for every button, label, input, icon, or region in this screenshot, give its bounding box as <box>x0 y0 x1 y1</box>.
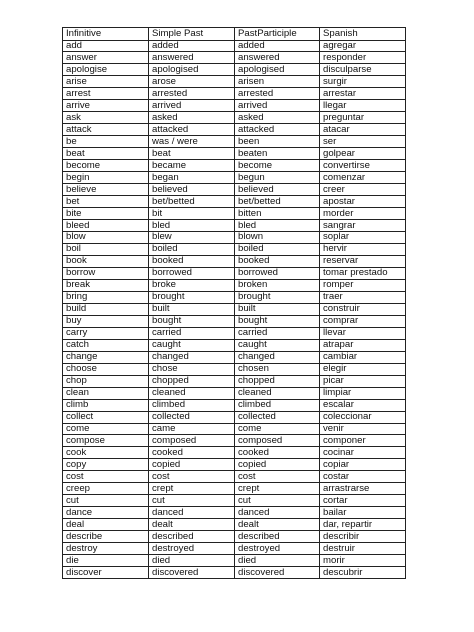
cell-infinitive: beat <box>63 148 149 160</box>
cell-past-participle: collected <box>235 411 320 423</box>
cell-infinitive: describe <box>63 531 149 543</box>
table-row <box>63 255 406 267</box>
cell-past-participle: booked <box>235 255 320 267</box>
cell-past-participle: been <box>235 136 320 148</box>
cell-past-participle: climbed <box>235 399 320 411</box>
cell-spanish: coleccionar <box>320 411 406 423</box>
cell-infinitive: believe <box>63 184 149 196</box>
cell-infinitive: come <box>63 423 149 435</box>
cell-simple-past: began <box>149 172 235 184</box>
cell-infinitive: bite <box>63 208 149 220</box>
cell-past-participle: believed <box>235 184 320 196</box>
cell-simple-past: believed <box>149 184 235 196</box>
cell-simple-past: cost <box>149 471 235 483</box>
cell-simple-past: arose <box>149 76 235 88</box>
table-row <box>63 315 406 327</box>
cell-infinitive: destroy <box>63 543 149 555</box>
cell-past-participle: cost <box>235 471 320 483</box>
table-row <box>63 136 406 148</box>
cell-past-participle: caught <box>235 339 320 351</box>
cell-simple-past: changed <box>149 351 235 363</box>
cell-spanish: copiar <box>320 459 406 471</box>
table-row <box>63 399 406 411</box>
table-row <box>63 160 406 172</box>
cell-simple-past: bet/betted <box>149 196 235 208</box>
cell-past-participle: bet/betted <box>235 196 320 208</box>
cell-past-participle: become <box>235 160 320 172</box>
cell-spanish: escalar <box>320 399 406 411</box>
cell-spanish: componer <box>320 435 406 447</box>
table-row <box>63 100 406 112</box>
cell-past-participle: brought <box>235 291 320 303</box>
cell-infinitive: cut <box>63 495 149 507</box>
cell-simple-past: blew <box>149 232 235 244</box>
cell-infinitive: creep <box>63 483 149 495</box>
cell-past-participle: described <box>235 531 320 543</box>
cell-infinitive: borrow <box>63 267 149 279</box>
cell-spanish: cambiar <box>320 351 406 363</box>
cell-simple-past: asked <box>149 112 235 124</box>
cell-spanish: cortar <box>320 495 406 507</box>
cell-spanish: picar <box>320 375 406 387</box>
cell-infinitive: die <box>63 555 149 567</box>
cell-infinitive: break <box>63 279 149 291</box>
cell-simple-past: cooked <box>149 447 235 459</box>
table-row <box>63 555 406 567</box>
cell-infinitive: add <box>63 40 149 52</box>
cell-infinitive: become <box>63 160 149 172</box>
cell-simple-past: caught <box>149 339 235 351</box>
cell-past-participle: dealt <box>235 519 320 531</box>
cell-past-participle: discovered <box>235 567 320 579</box>
table-row <box>63 351 406 363</box>
cell-past-participle: crept <box>235 483 320 495</box>
cell-past-participle: added <box>235 40 320 52</box>
cell-infinitive: book <box>63 255 149 267</box>
cell-spanish: arrastrarse <box>320 483 406 495</box>
cell-spanish: agregar <box>320 40 406 52</box>
cell-spanish: arrestar <box>320 88 406 100</box>
cell-spanish: comenzar <box>320 172 406 184</box>
cell-simple-past: discovered <box>149 567 235 579</box>
cell-past-participle: attacked <box>235 124 320 136</box>
table-row <box>63 495 406 507</box>
cell-spanish: responder <box>320 52 406 64</box>
table-row <box>63 543 406 555</box>
cell-simple-past: crept <box>149 483 235 495</box>
table-row <box>63 148 406 160</box>
header-past-participle: PastParticiple <box>235 28 320 41</box>
cell-simple-past: was / were <box>149 136 235 148</box>
cell-simple-past: composed <box>149 435 235 447</box>
cell-infinitive: blow <box>63 232 149 244</box>
cell-simple-past: came <box>149 423 235 435</box>
cell-past-participle: chopped <box>235 375 320 387</box>
cell-simple-past: copied <box>149 459 235 471</box>
header-simple-past: Simple Past <box>149 28 235 41</box>
cell-infinitive: ask <box>63 112 149 124</box>
cell-past-participle: arrested <box>235 88 320 100</box>
table-row <box>63 279 406 291</box>
cell-past-participle: cooked <box>235 447 320 459</box>
cell-spanish: tomar prestado <box>320 267 406 279</box>
cell-spanish: sangrar <box>320 220 406 232</box>
header-row <box>63 28 406 41</box>
table-row <box>63 435 406 447</box>
cell-past-participle: cleaned <box>235 387 320 399</box>
table-row <box>63 196 406 208</box>
cell-simple-past: became <box>149 160 235 172</box>
table-row <box>63 88 406 100</box>
table-row <box>63 124 406 136</box>
cell-spanish: costar <box>320 471 406 483</box>
table-row <box>63 76 406 88</box>
cell-spanish: llevar <box>320 327 406 339</box>
cell-simple-past: booked <box>149 255 235 267</box>
cell-simple-past: broke <box>149 279 235 291</box>
cell-past-participle: arisen <box>235 76 320 88</box>
cell-infinitive: build <box>63 303 149 315</box>
cell-past-participle: beaten <box>235 148 320 160</box>
cell-spanish: romper <box>320 279 406 291</box>
cell-infinitive: bet <box>63 196 149 208</box>
cell-spanish: creer <box>320 184 406 196</box>
table-row <box>63 483 406 495</box>
cell-past-participle: destroyed <box>235 543 320 555</box>
cell-simple-past: bled <box>149 220 235 232</box>
cell-past-participle: composed <box>235 435 320 447</box>
cell-spanish: construir <box>320 303 406 315</box>
table-row <box>63 52 406 64</box>
cell-past-participle: begun <box>235 172 320 184</box>
cell-past-participle: come <box>235 423 320 435</box>
cell-spanish: comprar <box>320 315 406 327</box>
cell-spanish: hervir <box>320 243 406 255</box>
cell-infinitive: bring <box>63 291 149 303</box>
cell-past-participle: died <box>235 555 320 567</box>
cell-infinitive: collect <box>63 411 149 423</box>
cell-past-participle: answered <box>235 52 320 64</box>
header-spanish: Spanish <box>320 28 406 41</box>
table-row <box>63 220 406 232</box>
cell-spanish: dar, repartir <box>320 519 406 531</box>
cell-spanish: morder <box>320 208 406 220</box>
table-row <box>63 40 406 52</box>
cell-infinitive: cook <box>63 447 149 459</box>
table-row <box>63 184 406 196</box>
cell-infinitive: discover <box>63 567 149 579</box>
cell-simple-past: arrived <box>149 100 235 112</box>
cell-simple-past: brought <box>149 291 235 303</box>
cell-spanish: traer <box>320 291 406 303</box>
table-row <box>63 267 406 279</box>
cell-spanish: elegir <box>320 363 406 375</box>
cell-spanish: morir <box>320 555 406 567</box>
cell-infinitive: boil <box>63 243 149 255</box>
cell-infinitive: arrive <box>63 100 149 112</box>
cell-spanish: atacar <box>320 124 406 136</box>
table-row <box>63 387 406 399</box>
cell-past-participle: apologised <box>235 64 320 76</box>
cell-spanish: golpear <box>320 148 406 160</box>
cell-infinitive: cost <box>63 471 149 483</box>
cell-infinitive: chop <box>63 375 149 387</box>
table-row <box>63 172 406 184</box>
cell-simple-past: added <box>149 40 235 52</box>
cell-spanish: describir <box>320 531 406 543</box>
cell-infinitive: clean <box>63 387 149 399</box>
cell-spanish: limpiar <box>320 387 406 399</box>
cell-infinitive: bleed <box>63 220 149 232</box>
cell-past-participle: borrowed <box>235 267 320 279</box>
cell-infinitive: arrest <box>63 88 149 100</box>
table-row <box>63 327 406 339</box>
verb-table <box>62 27 406 579</box>
cell-past-participle: cut <box>235 495 320 507</box>
table-row <box>63 567 406 579</box>
cell-infinitive: answer <box>63 52 149 64</box>
cell-spanish: atrapar <box>320 339 406 351</box>
cell-infinitive: attack <box>63 124 149 136</box>
cell-spanish: descubrir <box>320 567 406 579</box>
cell-simple-past: dealt <box>149 519 235 531</box>
cell-simple-past: died <box>149 555 235 567</box>
cell-infinitive: compose <box>63 435 149 447</box>
cell-infinitive: carry <box>63 327 149 339</box>
cell-spanish: ser <box>320 136 406 148</box>
table-row <box>63 339 406 351</box>
cell-infinitive: catch <box>63 339 149 351</box>
cell-simple-past: collected <box>149 411 235 423</box>
cell-infinitive: begin <box>63 172 149 184</box>
cell-simple-past: answered <box>149 52 235 64</box>
table-row <box>63 303 406 315</box>
header-infinitive: Infinitive <box>63 28 149 41</box>
cell-spanish: disculparse <box>320 64 406 76</box>
cell-infinitive: apologise <box>63 64 149 76</box>
table-row <box>63 291 406 303</box>
cell-spanish: cocinar <box>320 447 406 459</box>
cell-past-participle: copied <box>235 459 320 471</box>
cell-infinitive: choose <box>63 363 149 375</box>
cell-past-participle: bought <box>235 315 320 327</box>
table-row <box>63 208 406 220</box>
cell-infinitive: copy <box>63 459 149 471</box>
cell-past-participle: broken <box>235 279 320 291</box>
cell-simple-past: destroyed <box>149 543 235 555</box>
table-row <box>63 507 406 519</box>
cell-simple-past: bought <box>149 315 235 327</box>
table-row <box>63 423 406 435</box>
cell-past-participle: carried <box>235 327 320 339</box>
cell-simple-past: chopped <box>149 375 235 387</box>
cell-simple-past: borrowed <box>149 267 235 279</box>
cell-simple-past: described <box>149 531 235 543</box>
table-row <box>63 243 406 255</box>
table-row <box>63 447 406 459</box>
cell-past-participle: bled <box>235 220 320 232</box>
cell-past-participle: arrived <box>235 100 320 112</box>
table-row <box>63 411 406 423</box>
cell-past-participle: bitten <box>235 208 320 220</box>
cell-infinitive: be <box>63 136 149 148</box>
cell-infinitive: dance <box>63 507 149 519</box>
cell-simple-past: chose <box>149 363 235 375</box>
cell-simple-past: arrested <box>149 88 235 100</box>
table-row <box>63 531 406 543</box>
cell-infinitive: deal <box>63 519 149 531</box>
table-row <box>63 232 406 244</box>
table-row <box>63 459 406 471</box>
cell-simple-past: cut <box>149 495 235 507</box>
cell-past-participle: asked <box>235 112 320 124</box>
table-row <box>63 519 406 531</box>
cell-simple-past: beat <box>149 148 235 160</box>
cell-infinitive: buy <box>63 315 149 327</box>
table-row <box>63 471 406 483</box>
cell-simple-past: climbed <box>149 399 235 411</box>
cell-simple-past: apologised <box>149 64 235 76</box>
table-row <box>63 375 406 387</box>
cell-infinitive: change <box>63 351 149 363</box>
table-row <box>63 363 406 375</box>
cell-spanish: surgir <box>320 76 406 88</box>
cell-past-participle: danced <box>235 507 320 519</box>
table-row <box>63 112 406 124</box>
cell-infinitive: climb <box>63 399 149 411</box>
cell-spanish: bailar <box>320 507 406 519</box>
cell-simple-past: built <box>149 303 235 315</box>
cell-simple-past: boiled <box>149 243 235 255</box>
cell-spanish: apostar <box>320 196 406 208</box>
cell-spanish: reservar <box>320 255 406 267</box>
cell-past-participle: blown <box>235 232 320 244</box>
cell-simple-past: carried <box>149 327 235 339</box>
cell-simple-past: attacked <box>149 124 235 136</box>
cell-past-participle: boiled <box>235 243 320 255</box>
cell-spanish: venir <box>320 423 406 435</box>
table-row <box>63 64 406 76</box>
cell-simple-past: danced <box>149 507 235 519</box>
cell-simple-past: cleaned <box>149 387 235 399</box>
verb-table-body <box>63 40 406 579</box>
cell-past-participle: chosen <box>235 363 320 375</box>
cell-spanish: destruir <box>320 543 406 555</box>
cell-simple-past: bit <box>149 208 235 220</box>
cell-spanish: soplar <box>320 232 406 244</box>
cell-spanish: preguntar <box>320 112 406 124</box>
cell-spanish: llegar <box>320 100 406 112</box>
cell-past-participle: built <box>235 303 320 315</box>
cell-spanish: convertirse <box>320 160 406 172</box>
cell-past-participle: changed <box>235 351 320 363</box>
cell-infinitive: arise <box>63 76 149 88</box>
